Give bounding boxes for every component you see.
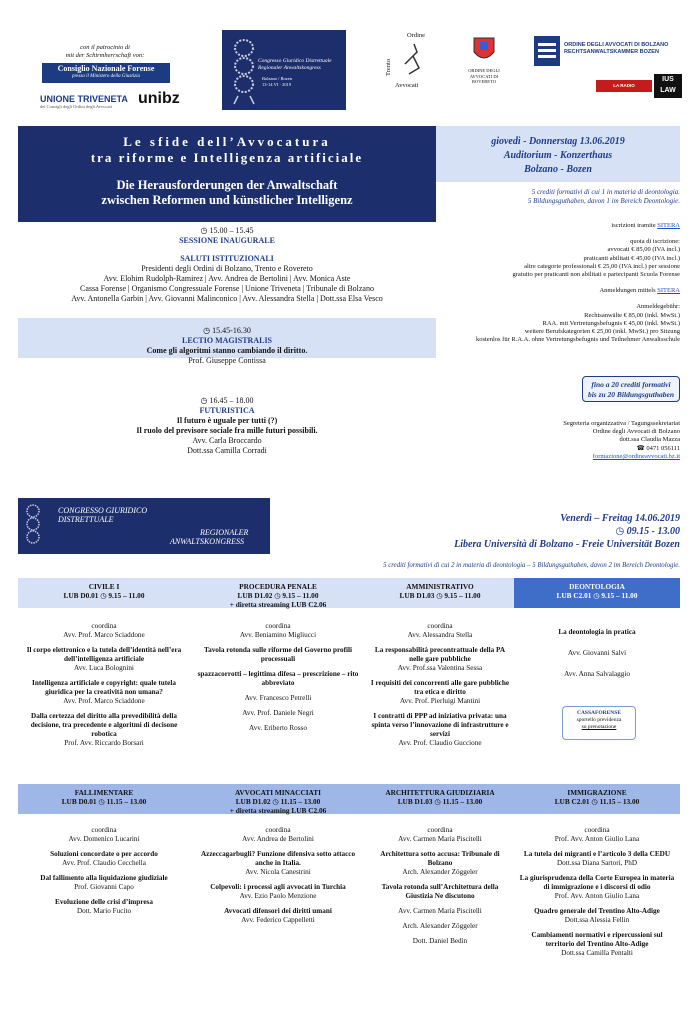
- sitera-link-de[interactable]: SITERA: [657, 287, 680, 295]
- session-inaugurale: ◷ 15.00 – 15.45 SESSIONE INAUGURALE SALUTI ISTITUZIONALI Presidenti degli Ordini di Bolzano, Trento e Rovereto Avv. Elohim Rudolph-Ramirez | Avv. Andrea de Bertolini | Avv. Monica Aste Cassa Forense | Organismo Congressuale Forense | Unione Triveneta | Tribunale di Bolzano Avv. Antonella Garbin | Avv. Giovanni Malinconico | Avv. Alessandra Stella | Dott.ssa Elsa Vesco: [71, 226, 383, 303]
- chain-emblem-icon: [24, 502, 42, 550]
- credits-box: fino a 20 crediti formativi bis zu 20 Bildungsguthaben: [582, 376, 680, 402]
- ordine-rovereto-logo: ORDINE DEGLI AVVOCATI DI ROVERETO: [460, 34, 508, 94]
- day1-city: Bolzano - Bozen: [524, 164, 592, 175]
- day1-info-box: [436, 126, 680, 182]
- day2-time: ◷ 09.15 - 13.00: [615, 526, 680, 537]
- fallimentare-column: coordina Avv. Domenico Lucarini Soluzioni concordate o per accordo Avv. Prof. Claudio Cecchella Dal fallimento alla liquidazione giudiziale Prof. Giovanni Capo Evoluzione delle crisi d’impresa Dott. Mario Fucito: [40, 826, 168, 915]
- day1-place: Auditorium - Konzerthaus: [503, 150, 613, 161]
- header-avvocati-minacciati: AVVOCATI MINACCIATI LUB D1.02 ◷ 11.15 – 13.00 + diretta streaming LUB C2.06: [190, 784, 366, 814]
- title-it-2: tra riforme e Intelligenza artificiale: [90, 150, 364, 165]
- day1-credits: 5 crediti formativi di cui 1 in materia di deontologia. 5 Bildungsguthaben, davon 1 im Bereich Deontologie.: [527, 188, 680, 205]
- session-futuristica: ◷ 16.45 – 18.00 FUTURISTICA Il futuro è uguale per tutti (?) Il ruolo del previsore sociale fra mille futuri possibili. Avv. Carla Broccardo Dott.ssa Camilla Corradi: [136, 396, 318, 455]
- uniontriveneta-logo: UNIONE TRIVENETA dei Consigli degli Ordini degli Avvocati: [40, 94, 128, 109]
- ordine-bolzano-emblem: [534, 36, 560, 66]
- title-de-1: Die Herausforderungen der Anwaltschaft: [116, 178, 338, 192]
- title-de-2: zwischen Reformen und künstlicher Intelligenz: [101, 193, 353, 207]
- header-architettura-giudiziaria: ARCHITETTURA GIUDIZIARIA LUB D1.03 ◷ 11.15 – 13.00: [366, 784, 514, 814]
- cassaforense-box: CASSAFORENSE sportello previdenza su prenotazione: [562, 706, 636, 740]
- architettura-column: coordina Avv. Carmen Maria Piscitelli Architettura sotto accusa: Tribunale di Bolzano Arch. Alexander Zöggeler Tavola rotonda sull’Architettura della Giustizia Ne discutono Avv. Carmen Maria Piscitelli Arch. Alexander Zöggeler Dott. Daniel Bedin: [380, 826, 500, 945]
- congress-banner-2: CONGRESSO GIURIDICO DISTRETTUALE REGIONALER ANWALTSKONGRESS: [18, 498, 270, 554]
- justice-figure-icon: [399, 42, 429, 76]
- civile-column: coordina Avv. Prof. Marco Sciaddone Il corpo elettronico e la tutela dell’identità nell’era dell’intelligenza artificiale Avv. Luca Bolognini Intelligenza artificiale e copyright: quale tutela giuridica per la creatività non umana? Avv. Prof. Marco Sciaddone Dalla certezza del diritto alla prevedibilità della decisione, tra precedente e algoritmi di decisone robotica Prof. Avv. Riccardo Borsari: [26, 622, 182, 747]
- header-fallimentare: FALLIMENTARE LUB D0.01 ◷ 11.15 – 13.00: [18, 784, 190, 814]
- day2-date: Venerdì – Freitag 14.06.2019: [560, 513, 680, 524]
- title-banner: [18, 126, 436, 222]
- congress-logo: Congresso Giuridico Distrettuale Regionaler Anwaltskongress Bolzano / Bozen 13-14.VI · 2019: [222, 30, 346, 110]
- shield-icon: [470, 34, 498, 66]
- header-amministrativo: AMMINISTRATIVO LUB D1.03 ◷ 9.15 – 11.00: [366, 578, 514, 608]
- cnf-logo: Consiglio Nazionale Forense presso il Ministero della Giustizia: [42, 63, 170, 83]
- radio-avvocatura-logo: LA RADIO DELL'AVVOCATURA: [596, 80, 652, 92]
- day2-info: [300, 512, 680, 551]
- secretariat-email-link[interactable]: formazione@ordineavvocati.bz.it: [592, 452, 680, 460]
- header-immigrazione: IMMIGRAZIONE LUB C2.01 ◷ 11.15 – 13.00: [514, 784, 680, 814]
- header-civile: CIVILE I LUB D0.01 ◷ 9.15 – 11.00: [18, 578, 190, 608]
- patronage-it: con il patrocinio di: [80, 44, 130, 51]
- header-deontologia: DEONTOLOGIA LUB C2.01 ◷ 9.15 – 11.00: [514, 578, 680, 608]
- registration-info: iscrizioni tramite SITERA quota di iscrizione: avvocati € 85,00 (IVA incl.) praticanti abilitati € 45,00 (IVA incl.) altre categorie professionali € 25,00 (IVA incl.) per sessione gratuito per praticanti non abilitati e partecipanti Scuola Forense Anmeldungen mittels SITERA Anmeldegebühr: Rechtsanwälte € 85,00 (inkl. MwSt.) RAA. mit Vertretungsbefugnis € 45,00 (inkl. MwSt.) weitere Berufskategorien € 25,00 (inkl. MwSt.) pro Sitzung kostenlos für R.A.A. ohne Vertretungsbefugnis und Teilnehmer Anwaltsschule: [475, 222, 680, 344]
- header-procedura-penale: PROCEDURA PENALE LUB D1.02 ◷ 9.15 – 11.00 + diretta streaming LUB C2.06: [190, 578, 366, 608]
- procedura-penale-column: coordina Avv. Beniamino Migliucci Tavola rotonda sulle riforme del Governo profili processuali spazzacorrotti – legittima difesa – prescrizione – rito abbreviato Avv. Francesco Petrelli Avv. Prof. Daniele Negri Avv. Eriberto Rosso: [197, 622, 359, 732]
- day2-place: Libera Università di Bolzano - Freie Universität Bozen: [454, 539, 680, 550]
- ordine-trento-logo: Trento Avvocati Ordine: [385, 32, 445, 92]
- chain-emblem-icon: [230, 36, 258, 106]
- session-lectio: ◷ 15.45-16.30 LECTIO MAGISTRALIS Come gli algoritmi stanno cambiando il diritto. Prof. Giuseppe Contissa: [18, 318, 436, 358]
- avvocati-minacciati-column: coordina Avv. Andrea de Bertolini Azzeccagarbugli? Funzione difensiva sotto attacco anche in Italia. Avv. Nicola Canestrini Colpevoli: i processi agli avvocati in Turchia Avv. Ezio Paolo Menzione Avvocati difensori dei diritti umani Avv. Federico Cappelletti: [200, 826, 356, 924]
- sitera-link-it[interactable]: SITERA: [657, 222, 680, 229]
- ordine-bolzano-name: ORDINE DEGLI AVVOCATI DI BOLZANO RECHTSANWALTSKAMMER BOZEN: [564, 42, 669, 55]
- iuslaw-logo: IUS LAW: [654, 74, 682, 98]
- day1-date: giovedì - Donnerstag 13.06.2019: [491, 136, 625, 147]
- unibz-logo: unibz: [138, 90, 180, 107]
- amministrativo-column: coordina Avv. Alessandra Stella La responsabilità precontrattuale della PA nelle gare pubbliche Avv. Prof.ssa Valentina Sessa I requisiti dei concorrenti alle gare pubbliche tra etica e diritto Avv. Prof. Pierluigi Mantini I contratti di PPP ad iniziativa privata: una spinta verso l’innovazione di infrastrutture e servizi Avv. Prof. Claudio Guccione: [370, 622, 510, 747]
- patronage-de: mit der Schirmherrschaft von:: [65, 52, 145, 59]
- immigrazione-column: coordina Prof. Avv. Anton Giulio Lana La tutela dei migranti e l’articolo 3 della CEDU Dott.ssa Diana Sartori, PhD La giurisprudenza della Corte Europea in materia di immigrazione e i discorsi di odio Prof. Avv. Anton Giulio Lana Quadro generale del Trentino Alto-Adige Dott.ssa Alessia Fellin Cambiamenti normativi e ripercussioni sul territorio del Trentino Alto-Adige Dott.ssa Camilla Pentalti: [519, 826, 675, 957]
- title-it-1: Le sfide dell’Avvocatura: [123, 134, 331, 149]
- secretariat-info: Segreteria organizzativa / Tagungssekretariat Ordine degli Avvocati di Bolzano dott.ssa Claudia Mazza ☎ 0471 056111 formazione@ordineavvocati.bz.it: [563, 420, 680, 460]
- deontologia-column: La deontologia in pratica Avv. Giovanni Salvi Avv. Anna Salvalaggio: [558, 628, 636, 678]
- day2-credits: 5 crediti formativi di cui 2 in materia di deontologia – 5 Bildungsguthaben, davon 2 im Bereich Deontologie.: [383, 562, 680, 569]
